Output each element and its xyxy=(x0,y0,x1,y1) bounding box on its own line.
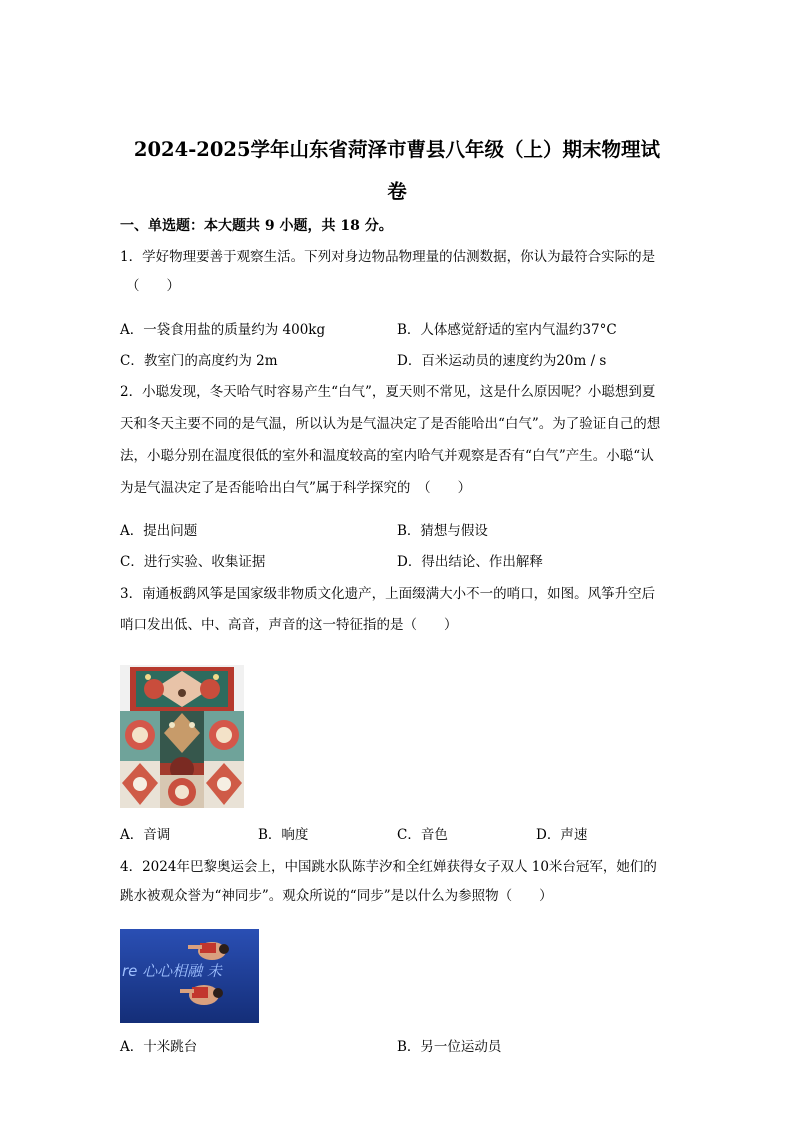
question-4-line-2: 跳水被观众誉为“神同步”。观众所说的“同步”是以什么为参照物（ ） xyxy=(120,888,553,904)
diving-photo xyxy=(120,929,259,1023)
question-1-option-a: A．一袋食用盐的质量约为 400kg xyxy=(120,322,326,338)
question-2-line-1: 2．小聪发现，冬天哈气时容易产生“白气”，夏天则不常见，这是什么原因呢？小聪想到夏 xyxy=(120,384,656,400)
question-1-line-2: （ ） xyxy=(126,278,180,294)
kite-illustration xyxy=(120,665,244,808)
question-1-option-c: C．教室门的高度约为 2m xyxy=(120,353,278,369)
question-2-option-c: C．进行实验、收集证据 xyxy=(120,554,266,570)
banner-text: re 心心相融 未 xyxy=(122,962,222,980)
question-2-option-a: A．提出问题 xyxy=(120,523,198,539)
question-4-line-1: 4．2024年巴黎奥运会上，中国跳水队陈芋汐和全红婵获得女子双人 10米台冠军，她们的 xyxy=(120,859,657,875)
question-2-option-d: D．得出结论、作出解释 xyxy=(397,554,543,570)
kite-photo xyxy=(120,665,244,808)
question-3-line-1: 3．南通板鹞风筝是国家级非物质文化遗产，上面缀满大小不一的哨口，如图。风筝升空后 xyxy=(120,586,656,602)
question-2-line-2: 天和冬天主要不同的是气温，所以认为是气温决定了是否能哈出“白气”。为了验证自己的想 xyxy=(120,416,661,432)
question-3-option-c: C．音色 xyxy=(397,827,448,843)
exam-title-line-2: 卷 xyxy=(387,180,407,203)
question-1-option-d: D．百米运动员的速度约为20m / s xyxy=(397,353,607,369)
exam-title-line-1: 2024-2025学年山东省菏泽市曹县八年级（上）期末物理试 xyxy=(133,138,661,161)
question-1-option-b: B．人体感觉舒适的室内气温约37°C xyxy=(397,322,617,338)
question-3-line-2: 哨口发出低、中、高音，声音的这一特征指的是（ ） xyxy=(120,617,458,633)
question-4-option-a: A．十米跳台 xyxy=(120,1039,198,1055)
diving-illustration xyxy=(120,929,259,1023)
question-2-line-4: 为是气温决定了是否能哈出白气”属于科学探究的 （ ） xyxy=(120,480,472,496)
question-3-option-b: B．响度 xyxy=(258,827,309,843)
question-3-option-d: D．声速 xyxy=(536,827,588,843)
question-4-option-b: B．另一位运动员 xyxy=(397,1039,502,1055)
question-1-line-1: 1．学好物理要善于观察生活。下列对身边物品物理量的估测数据，你认为最符合实际的是 xyxy=(120,249,656,265)
question-3-option-a: A．音调 xyxy=(120,827,171,843)
section-heading: 一、单选题：本大题共 9 小题，共 18 分。 xyxy=(120,218,393,234)
question-2-line-3: 法，小聪分别在温度很低的室外和温度较高的室内哈气并观察是否有“白气”产生。小聪“认 xyxy=(120,448,654,464)
question-2-option-b: B．猜想与假设 xyxy=(397,523,488,539)
